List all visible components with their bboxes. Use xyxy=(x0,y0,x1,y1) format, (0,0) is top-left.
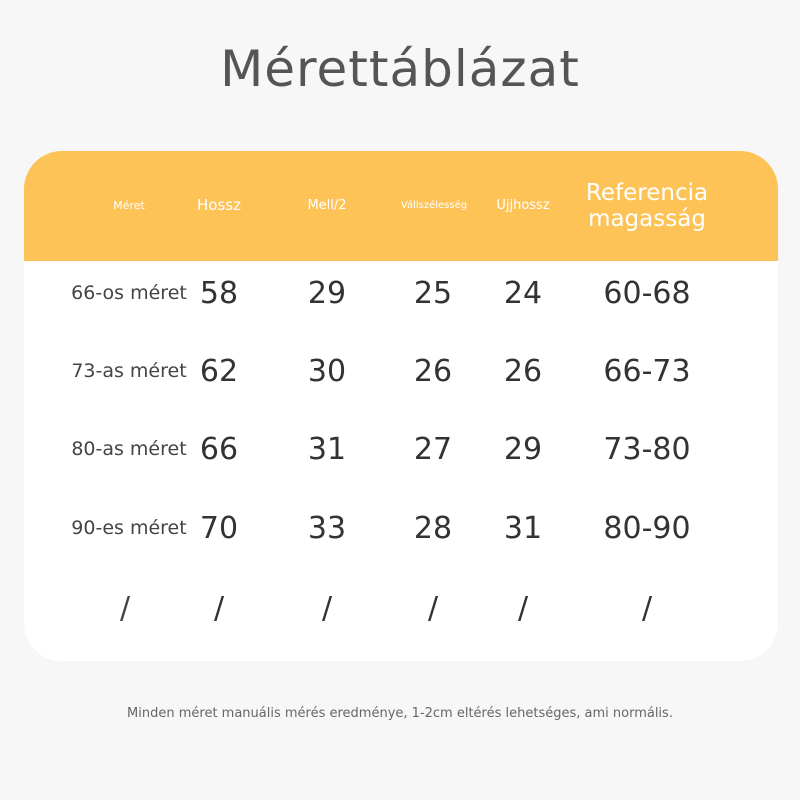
cell-reference-height: 80-90 xyxy=(603,510,691,546)
cell-sleeve: 26 xyxy=(503,353,543,389)
cell-chest: 33 xyxy=(307,510,347,546)
size-table-card xyxy=(24,151,778,661)
cell-shoulder: 26 xyxy=(413,353,453,389)
cell-sleeve: 31 xyxy=(503,510,543,546)
cell-reference-height: / xyxy=(641,590,653,626)
cell-shoulder: 27 xyxy=(413,431,453,467)
row-size-label: 80-as méret xyxy=(71,438,187,460)
cell-reference-height: 73-80 xyxy=(603,431,691,467)
header-chest: Mell/2 xyxy=(307,197,347,213)
cell-length: 58 xyxy=(199,275,239,311)
cell-sleeve: 29 xyxy=(503,431,543,467)
header-sleeve-length: Ujjhossz xyxy=(496,197,550,213)
cell-sleeve: 24 xyxy=(503,275,543,311)
header-size: Méret xyxy=(113,198,145,212)
table-row xyxy=(24,263,778,323)
cell-reference-height: 60-68 xyxy=(603,275,691,311)
cell-length: 62 xyxy=(199,353,239,389)
cell-chest: 29 xyxy=(307,275,347,311)
row-size-label: 66-os méret xyxy=(71,282,187,304)
header-shoulder-width: Vállszélesség xyxy=(400,200,468,212)
cell-length: 70 xyxy=(199,510,239,546)
cell-length: / xyxy=(213,590,225,626)
table-row xyxy=(24,341,778,401)
cell-shoulder: / xyxy=(427,590,439,626)
cell-length: 66 xyxy=(199,431,239,467)
row-size-label: / xyxy=(119,590,131,626)
table-row xyxy=(24,578,778,638)
header-length: Hossz xyxy=(197,196,241,215)
table-row xyxy=(24,498,778,558)
cell-chest: / xyxy=(321,590,333,626)
cell-shoulder: 28 xyxy=(413,510,453,546)
measurement-note: Minden méret manuális mérés eredménye, 1-2cm eltérés lehetséges, ami normális. xyxy=(127,706,673,721)
cell-chest: 31 xyxy=(307,431,347,467)
cell-chest: 30 xyxy=(307,353,347,389)
cell-shoulder: 25 xyxy=(413,275,453,311)
table-header xyxy=(24,151,778,261)
row-size-label: 90-es méret xyxy=(71,517,187,539)
row-size-label: 73-as méret xyxy=(71,360,187,382)
page-title: Mérettáblázat xyxy=(220,40,580,98)
header-reference-height: Referencia magasság xyxy=(585,179,709,232)
cell-reference-height: 66-73 xyxy=(603,353,691,389)
table-row xyxy=(24,419,778,479)
cell-sleeve: / xyxy=(517,590,529,626)
